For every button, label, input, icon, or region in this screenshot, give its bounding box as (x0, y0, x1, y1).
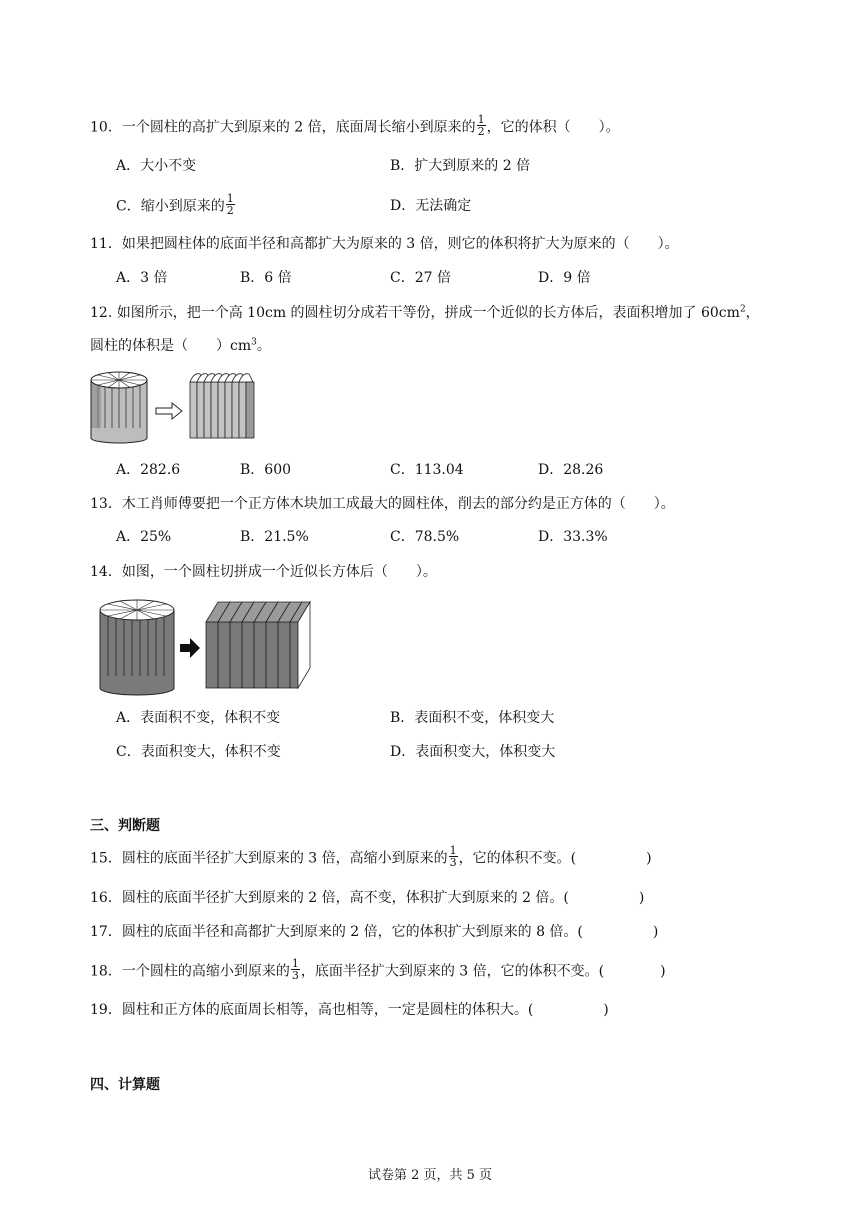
section-calc-heading: 四、计算题 (90, 1077, 160, 1093)
question-10-text-end: ，它的体积（ ）。 (486, 119, 620, 136)
judge-18: 18．一个圆柱的高缩小到原来的 $\frac{1}{3}$ ，底面半径扩大到原来的 3 倍，它的体积不变。( ) (90, 957, 666, 982)
option-14-c: C．表面积变大，体积不变 (116, 744, 281, 760)
question-14-stem: 14．如图，一个圆柱切拼成一个近似长方体后（ ）。 (90, 564, 437, 580)
option-10-c: C．缩小到原来的 $\frac{1}{2}$ (116, 192, 234, 217)
question-11-stem: 11．如果把圆柱体的底面半径和高都扩大为原来的 3 倍，则它的体积将扩大为原来的（ ）。 (90, 236, 679, 252)
section-judge-heading: 三、判断题 (90, 818, 160, 834)
question-13-stem: 13．木工肖师傅要把一个正方体木块加工成最大的圆柱体，削去的部分约是正方体的（ ）。 (90, 496, 675, 512)
figure-14-cylinder-to-cuboid (96, 596, 316, 698)
option-14-a: A．表面积不变，体积不变 (116, 710, 281, 726)
option-14-b: B．表面积不变，体积变大 (390, 710, 555, 726)
option-10-b: B．扩大到原来的 2 倍 (390, 158, 531, 174)
page-footer: 试卷第 2 页，共 5 页 (367, 1168, 493, 1183)
option-12-c: C．113.04 (390, 462, 464, 478)
option-14-d: D．表面积变大，体积变大 (390, 744, 556, 760)
judge-15: 15．圆柱的底面半径扩大到原来的 3 倍，高缩小到原来的 $\frac{1}{3}$ ，它的体积不变。( ) (90, 844, 652, 869)
fraction: $\frac{1}{2}$ (226, 192, 234, 217)
option-11-b: B．6 倍 (240, 270, 292, 286)
option-13-b: B．21.5% (240, 529, 309, 545)
option-13-c: C．78.5% (390, 529, 460, 545)
option-10-d: D．无法确定 (390, 198, 472, 214)
fraction: $\frac{1}{3}$ (291, 957, 299, 982)
judge-19: 19．圆柱和正方体的底面周长相等，高也相等，一定是圆柱的体积大。( ) (90, 1002, 609, 1018)
question-12-line1: 12. 如图所示，把一个高 10cm 的圆柱切分成若干等份，拼成一个近似的长方体后，表面积增加了 $60cm^2$， (90, 304, 760, 321)
judge-17: 17．圆柱的底面半径和高都扩大到原来的 2 倍，它的体积扩大到原来的 8 倍。( ) (90, 924, 659, 940)
option-12-a: A．282.6 (116, 462, 181, 478)
judge-16: 16．圆柱的底面半径扩大到原来的 2 倍，高不变，体积扩大到原来的 2 倍。( ) (90, 890, 645, 906)
question-12-line2: 圆柱的体积是（ ）$cm^3$。 (90, 337, 271, 354)
option-13-d: D．33.3% (538, 529, 608, 545)
option-11-c: C．27 倍 (390, 270, 451, 286)
fraction: $\frac{1}{3}$ (449, 844, 457, 869)
option-11-d: D．9 倍 (538, 270, 591, 286)
question-10-stem (90, 113, 620, 139)
option-11-a: A．3 倍 (116, 270, 168, 286)
option-12-d: D．28.26 (538, 462, 604, 478)
option-12-b: B．600 (240, 462, 292, 478)
figure-12-cylinder-to-cuboid (88, 368, 268, 444)
fraction: $\frac{1}{2}$ (477, 113, 485, 138)
question-10-text: 10．一个圆柱的高扩大到原来的 2 倍，底面周长缩小到原来的 (90, 119, 476, 136)
option-10-a: A．大小不变 (116, 158, 197, 174)
option-13-a: A．25% (116, 529, 172, 545)
